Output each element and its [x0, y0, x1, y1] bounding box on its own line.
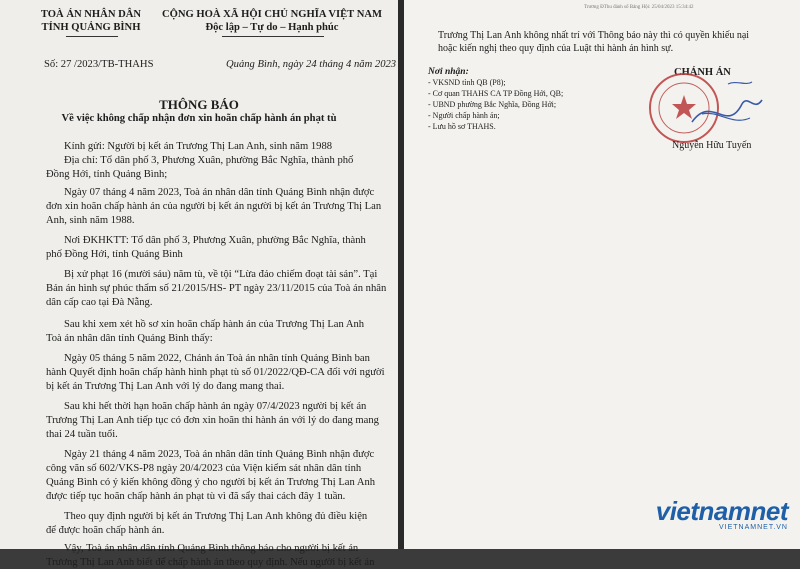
nation-title: CỘNG HOÀ XÃ HỘI CHỦ NGHĨA VIỆT NAM: [161, 9, 383, 20]
court-seal-and-signature: [632, 64, 772, 148]
body-line: Địa chỉ: Tổ dân phố 3, Phương Xuân, phường Bắc Nghĩa, thành phố: [64, 155, 354, 166]
document-subtitle: Về việc không chấp nhận đơn xin hoãn chấp hành án phạt tù: [61, 113, 337, 124]
recipient-item: - Người chấp hành án;: [428, 111, 500, 120]
vietnamnet-watermark: [656, 498, 788, 531]
body-line: Trương Thị Lan Anh biết để chấp hành án theo quy định. Nếu người bị kết án: [46, 557, 375, 568]
watermark-brand: vietnamnet: [655, 496, 788, 526]
body-line: bị kết án Trương Thị Lan Anh với lý do đang mang thai.: [46, 381, 285, 392]
body-line: Sau khi xem xét hồ sơ xin hoãn chấp hành án của Trương Thị Lan Anh: [64, 319, 365, 330]
body-line: công văn số 602/VKS-P8 ngày 20/4/2023 của Viện kiểm sát nhân dân tỉnh: [46, 463, 362, 474]
body-line: Trương Thị Lan Anh tiếp tục có đơn xin hoãn thi hành án với lý do đang mang: [46, 415, 379, 426]
signer-name: Nguyễn Hữu Tuyến: [672, 140, 752, 151]
body-line: Ngày 21 tháng 4 năm 2023, Toà án nhân dân tỉnh Quảng Bình nhận được: [64, 449, 375, 460]
recipients-title: Nơi nhận:: [428, 67, 469, 77]
body-line: Ngày 05 tháng 5 năm 2022, Chánh án Toà án nhân tỉnh Quảng Bình ban: [64, 353, 370, 364]
body-line: Anh, sinh năm 1988.: [46, 215, 135, 226]
page-divider: [398, 0, 404, 549]
recipient-item: - Lưu hồ sơ THAHS.: [428, 122, 496, 131]
body-line: được tiếp tục hoãn chấp hành án phạt tù vì đã sẩy thai cách đây 1 tuần.: [46, 491, 346, 502]
recipient-item: - Cơ quan THAHS CA TP Đồng Hới, QB;: [428, 89, 564, 98]
body-line: Bị xử phạt 16 (mười sáu) năm tù, về tội “Lừa đảo chiếm đoạt tài sản”. Tại: [64, 269, 378, 280]
place-date: Quảng Bình, ngày 24 tháng 4 năm 2023: [226, 59, 397, 70]
left-document-page: [0, 0, 398, 568]
body-line: Quảng Bình có ý kiến không đồng ý cho người bị kết án Trương Thị Lan Anh: [46, 477, 376, 488]
body-line: phố Đồng Hới, tỉnh Quảng Bình: [46, 249, 183, 260]
court-underline: [66, 36, 118, 37]
body-line: dân cấp cao tại Đà Nẵng.: [46, 297, 153, 308]
right-document-page: [404, 0, 800, 549]
body-line: Nơi ĐKHKTT: Tổ dân phố 3, Phương Xuân, phường Bắc Nghĩa, thành: [64, 235, 366, 246]
recipient-item: - VKSND tỉnh QB (P8);: [428, 78, 506, 87]
document-title: THÔNG BÁO: [159, 97, 239, 112]
court-name-line2: TỈNH QUẢNG BÌNH: [41, 22, 141, 33]
digital-stamp-header: Trương ĐThu đánh số Bảng Hội: 25/04/2023 15:34:42: [584, 5, 694, 10]
court-name-line1: TOÀ ÁN NHÂN DÂN: [40, 9, 142, 20]
body-line: Toà án nhân dân tỉnh Quảng Bình thấy:: [46, 333, 213, 344]
body-line: hành Quyết định hoãn chấp hành hình phạt tù số 01/2022/QĐ-CA đối với người: [46, 367, 385, 378]
body-line: Theo quy định người bị kết án Trương Thị Lan Anh không đủ điều kiện: [64, 511, 368, 522]
signer-title: CHÁNH ÁN: [674, 67, 731, 78]
body-line: Đồng Hới, tỉnh Quảng Bình;: [46, 169, 168, 180]
body-line: Ngày 07 tháng 4 năm 2023, Toà án nhân dân tỉnh Quảng Bình nhận được: [64, 187, 375, 198]
watermark-url: VIETNAMNET.VN: [718, 524, 788, 531]
body-line: Kính gửi: Người bị kết án Trương Thị Lan Anh, sinh năm 1988: [64, 141, 333, 152]
right-line-1: Trương Thị Lan Anh không nhất trí với Thông báo này thì có quyền khiếu nại: [438, 30, 750, 41]
body-line: đơn xin hoãn chấp hành án của người bị kết án người bị kết án Trương Thị Lan: [46, 201, 382, 212]
body-line: Bản án hình sự phúc thẩm số 21/2015/HS- PT ngày 23/11/2015 của Toà án nhân: [46, 283, 387, 294]
body-line: thai 24 tuần tuổi.: [46, 429, 118, 440]
right-line-2: hoặc kiến nghị theo quy định của Luật thi hành án hình sự.: [438, 43, 674, 54]
body-line: Vậy, Toà án nhân dân tỉnh Quảng Bình thông báo cho người bị kết án: [64, 543, 359, 554]
nation-motto: Độc lập – Tự do – Hạnh phúc: [205, 22, 339, 33]
motto-underline: [222, 36, 324, 37]
body-line: để được hoãn chấp hành án.: [46, 525, 165, 536]
body-line: Sau khi hết thời hạn hoãn chấp hành án ngày 07/4/2023 người bị kết án: [64, 401, 367, 412]
recipient-item: - UBND phường Bắc Nghĩa, Đồng Hới;: [428, 100, 557, 109]
document-number: Số: 27 /2023/TB-THAHS: [44, 59, 154, 70]
